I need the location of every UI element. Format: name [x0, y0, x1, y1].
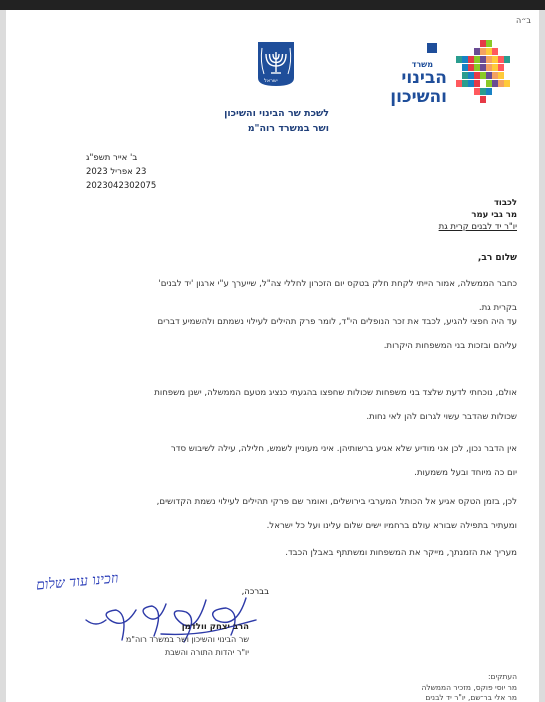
mosaic-tile: [486, 88, 492, 95]
paragraph-1-line-2: בקרית גת.: [478, 303, 517, 313]
ministry-logo-emblem-icon: [426, 42, 438, 54]
closing-line: מעריך את הזמנתך, מייקר את המשפחות ומשתתף באבלן הכבד.: [285, 548, 517, 558]
letter-page: [6, 10, 539, 702]
mosaic-tile: [492, 64, 498, 71]
recipient-title: יו"ר יד לבנים קרית גת: [438, 222, 517, 232]
mosaic-tile: [504, 56, 510, 63]
paragraph-5-line-1: לכן, בזמן הטקס אגיע אל הכותל המערבי בירושלים, ואומר שם פרקי תהילים לעילוי נשמת הקדושים,: [156, 497, 517, 507]
mosaic-tile: [462, 72, 468, 79]
paragraph-3: [154, 381, 517, 429]
top-dark-bar: [0, 0, 545, 10]
signer-role-2: יו"ר יהדות התורה והשבת: [165, 648, 249, 657]
paragraph-4-line-2: יום כה מיוחד ובעל משמעות.: [414, 468, 517, 478]
mosaic-tile: [480, 64, 486, 71]
ministry-logo-line1: הבינוי: [401, 68, 447, 88]
handwritten-note: וזכינו עוד שלום: [35, 570, 120, 594]
mosaic-tile: [456, 80, 462, 87]
paragraph-4-line-1: אין הדבר נכון, לכן אני מודיע שלא אגיע ברשותיהן. איני מעוניין לשמש, חלילה, עילה לשיבוש סדר: [170, 444, 517, 454]
mosaic-tile: [492, 48, 498, 55]
paragraph-2-block: [158, 302, 517, 358]
office-line-1: לשכת שר הבינוי והשיכון: [224, 108, 329, 119]
corner-mark: ב״ה: [515, 16, 531, 25]
date-hebrew: ב' אייר תשפ"ג: [86, 153, 138, 163]
ministry-logo-small-text: משרד: [411, 60, 433, 69]
ministry-mosaic-icon: [454, 40, 514, 104]
mosaic-tile: [468, 72, 474, 79]
paragraph-5-line-2: ומעתיר בתפילה שבורא עולם ברחמיו ישים שלום עלינו ועל כל ישראל.: [266, 521, 517, 531]
mosaic-tile: [474, 88, 480, 95]
date-gregorian: 23 אפריל 2023: [86, 167, 147, 177]
recipient-to: לכבוד: [493, 198, 517, 208]
mosaic-tile: [492, 72, 498, 79]
mosaic-tile: [456, 56, 462, 63]
greeting: שלום רב,: [477, 253, 517, 263]
reference-number: 2023042302075: [86, 181, 157, 191]
paragraph-3-line-2: שכולות שהדבר עשוי לגרום להן לאי נחות.: [366, 412, 517, 422]
mosaic-tile: [468, 56, 474, 63]
paragraph-3-line-1: אולם, נוכחתי לדעת שלצד בני משפחות שכולות שחפצו בהגעתי כנציג מטעם הממשלה, ישנן משפחות: [154, 388, 517, 398]
signer-role-1: שר הבינוי והשיכון ושר במשרד רוה"מ: [125, 635, 249, 644]
mosaic-tile: [474, 72, 480, 79]
mosaic-tile: [504, 80, 510, 87]
mosaic-tile: [498, 80, 504, 87]
mosaic-tile: [486, 80, 492, 87]
recipient-name: מר גבי עמר: [471, 210, 517, 220]
mosaic-tile: [474, 56, 480, 63]
paragraph-5: [157, 490, 517, 538]
mosaic-tile: [492, 56, 498, 63]
mosaic-tile: [462, 64, 468, 71]
mosaic-tile: [480, 40, 486, 47]
paragraph-2-line-1: עד היה חפצי להגיע, לכבד את זכר הנופלים הי"ד, לומר פרק תהילים לעילוי נשמתם ולהשמיע דברים: [157, 317, 517, 327]
mosaic-tile: [486, 40, 492, 47]
signer-name: הרב יצחק וולדמן: [181, 622, 249, 632]
mosaic-tile: [462, 56, 468, 63]
signature-regards: בברכה,: [241, 587, 269, 597]
mosaic-tile: [474, 48, 480, 55]
mosaic-tile: [486, 64, 492, 71]
mosaic-tile: [498, 64, 504, 71]
mosaic-tile: [474, 64, 480, 71]
mosaic-tile: [468, 80, 474, 87]
mosaic-tile: [480, 72, 486, 79]
office-line-2: ושר במשרד רוה"מ: [247, 123, 329, 134]
paragraph-4: [171, 437, 517, 485]
copies-item-1: מר יוסי פוקס, מזכיר הממשלה: [421, 683, 517, 692]
mosaic-tile: [498, 56, 504, 63]
mosaic-tile: [480, 88, 486, 95]
mosaic-tile: [486, 56, 492, 63]
paragraph-1-line-1: כחבר הממשלה, אמור הייתי לקחת חלק בטקס יום הזכרון לחללי צה"ל, שייערך ע"י ארגון 'יד לבנים': [158, 279, 517, 289]
mosaic-tile: [486, 72, 492, 79]
mosaic-tile: [498, 72, 504, 79]
mosaic-tile: [480, 96, 486, 103]
copies-item-2: מר אלי בר־שם, יו"ר יד לבנים: [425, 693, 517, 702]
ministry-logo-line2: והשיכון: [390, 87, 447, 107]
mosaic-tile: [492, 80, 498, 87]
mosaic-tile: [480, 56, 486, 63]
mosaic-tile: [468, 64, 474, 71]
mosaic-tile: [486, 48, 492, 55]
mosaic-tile: [480, 48, 486, 55]
paragraph-2-line-2: עליהם ובזכות בני המשפחות היקרות.: [383, 341, 517, 351]
mosaic-tile: [462, 80, 468, 87]
emblem-label: ישראל: [264, 78, 278, 84]
mosaic-tile: [474, 80, 480, 87]
copies-title: העתקים:: [487, 672, 517, 681]
